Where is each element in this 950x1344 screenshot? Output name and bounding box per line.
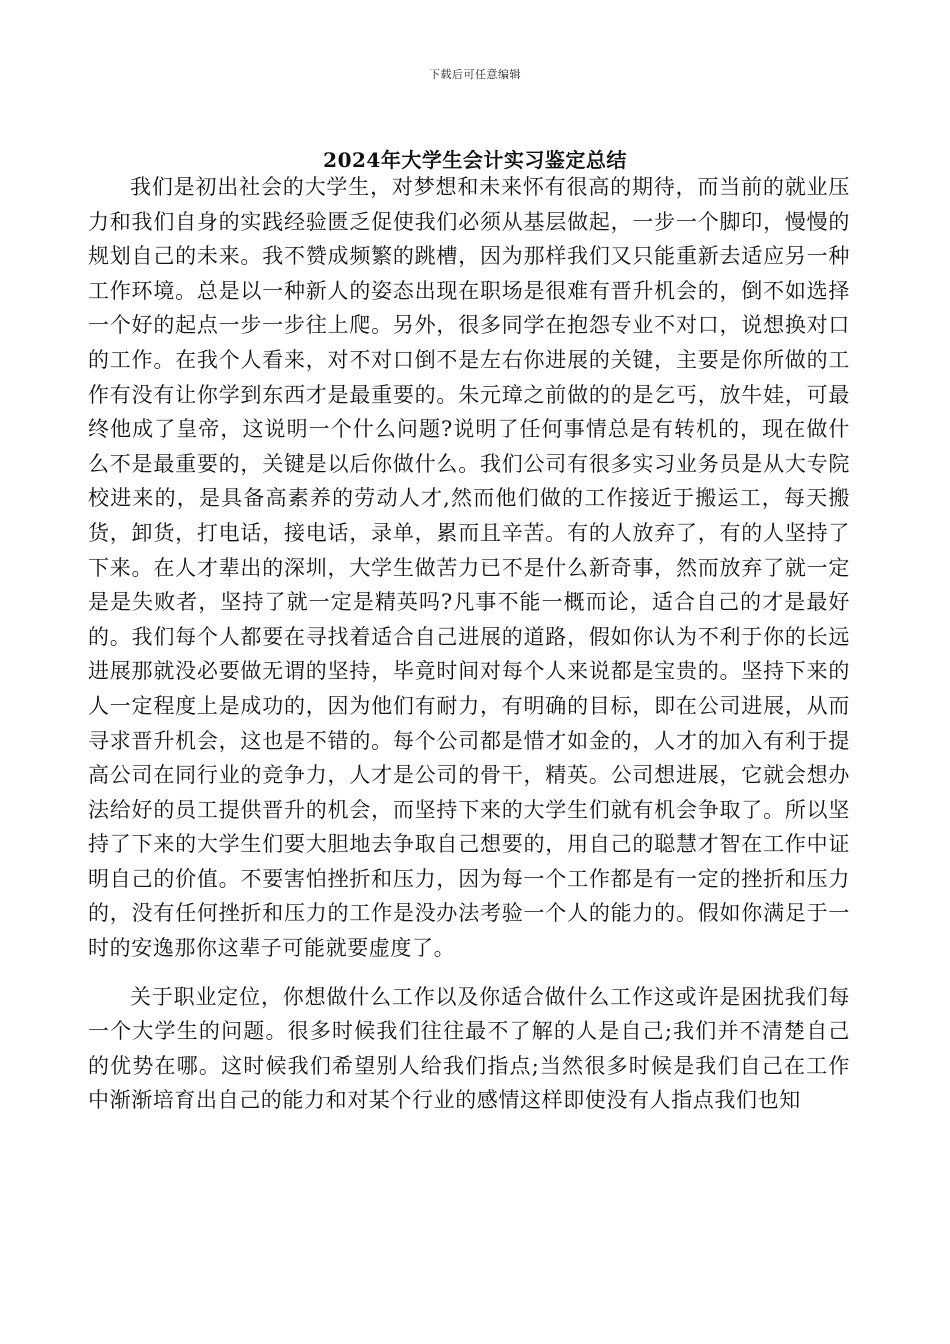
paragraph: 关于职业定位，你想做什么工作以及你适合做什么工作这或许是困扰我们每一个大学生的问题。很多时候我们往往最不了解的人是自己;我们并不清楚自己的优势在哪。这时候我们希望别人给我们指点;当然很多时候是我们自己在工作中渐渐培育出自己的能力和对某个行业的感情这样即使没有人指点我们也知 [88, 984, 850, 1113]
document-body [88, 170, 850, 1118]
paragraph: 我们是初出社会的大学生，对梦想和未来怀有很高的期待，而当前的就业压力和我们自身的实践经验匮乏促使我们必须从基层做起，一步一个脚印，慢慢的规划自己的未来。我不赞成频繁的跳槽，因为那样我们又只能重新去适应另一种工作环境。总是以一种新人的姿态出现在职场是很难有晋升机会的，倒不如选择一个好的起点一步一步往上爬。另外，很多同学在抱怨专业不对口，说想换对口的工作。在我个人看来，对不对口倒不是左右你进展的关键，主要是你所做的工作有没有让你学到东西才是最重要的。朱元璋之前做的的是乞丐，放牛娃，可最终他成了皇帝，这说明一个什么问题?说明了任何事情总是有转机的，现在做什么不是最重要的，关键是以后你做什么。我们公司有很多实习业务员是从大专院校进来的，是具备高素养的劳动人才,然而他们做的工作接近于搬运工，每天搬货，卸货，打电话，接电话，录单，累而且辛苦。有的人放弃了，有的人坚持了下来。在人才辈出的深圳，大学生做苦力已不是什么新奇事，然而放弃了就一定是是失败者，坚持了就一定是精英吗?凡事不能一概而论，适合自己的才是最好的。我们每个人都要在寻找着适合自己进展的道路，假如你认为不利于你的长远进展那就没必要做无谓的坚持，毕竟时间对每个人来说都是宝贵的。坚持下来的人一定程度上是成功的，因为他们有耐力，有明确的目标，即在公司进展，从而寻求晋升机会，这也是不错的。每个公司都是惜才如金的，人才的加入有利于提高公司在同行业的竞争力，人才是公司的骨干，精英。公司想进展，它就会想办法给好的员工提供晋升的机会，而坚持下来的大学生们就有机会争取了。所以坚持了下来的大学生们要大胆地去争取自己想要的，用自己的聪慧才智在工作中证明自己的价值。不要害怕挫折和压力，因为每一个工作都是有一定的挫折和压力的，没有任何挫折和压力的工作是没办法考验一个人的能力的。假如你满足于一时的安逸那你这辈子可能就要虚度了。 [88, 175, 850, 961]
header-note: 下载后可任意编辑 [429, 68, 521, 81]
document-title: 2024年大学生会计实习鉴定总结 [323, 148, 627, 172]
